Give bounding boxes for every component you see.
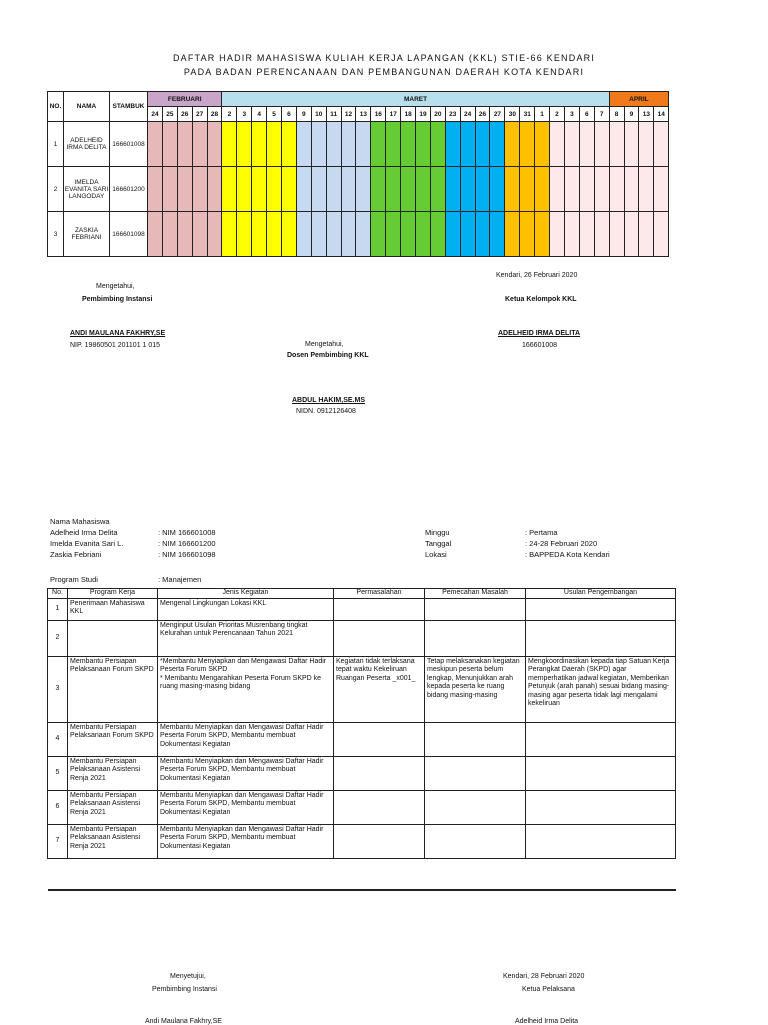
header-program-kerja: Program Kerja (68, 589, 158, 599)
attendance-cell[interactable] (356, 122, 371, 167)
signature-date-2: Kendari, 28 Februari 2020 (503, 973, 585, 980)
attendance-cell[interactable] (371, 167, 386, 212)
attendance-row (48, 122, 669, 167)
program-kerja-cell: Membantu Persiapan Pelaksanaan Forum SKPD (68, 722, 158, 756)
day-header: 3 (564, 107, 579, 122)
day-header: 13 (639, 107, 654, 122)
attendance-cell[interactable] (490, 212, 505, 257)
attendance-cell[interactable] (162, 212, 177, 257)
row-no: 7 (48, 824, 68, 858)
day-header: 18 (401, 107, 416, 122)
jenis-kegiatan-cell: Mengenal Lingkungan Lokasi KKL (158, 598, 334, 620)
pemecahan-cell (425, 620, 526, 656)
day-header: 24 (148, 107, 163, 122)
attendance-cell[interactable] (148, 167, 163, 212)
attendance-cell[interactable] (371, 212, 386, 257)
permasalahan-cell (334, 620, 425, 656)
attendance-cell[interactable] (207, 122, 222, 167)
jenis-kegiatan-cell: *Membantu Menyiapkan dan Mengawasi Daftar Hadir Peserta Forum SKPD * Membantu Mengarahkan Peserta Forum SKPD ke ruang masing-masing bidang (158, 656, 334, 722)
nama-mahasiswa-label: Nama Mahasiswa (50, 517, 110, 526)
usulan-cell (526, 722, 676, 756)
row-no: 3 (48, 212, 64, 257)
attendance-cell[interactable] (296, 212, 311, 257)
attendance-row (48, 212, 669, 257)
attendance-cell[interactable] (386, 167, 401, 212)
attendance-cell[interactable] (222, 167, 237, 212)
ketua-nim: 166601008 (522, 342, 558, 349)
attendance-cell[interactable] (252, 122, 267, 167)
permasalahan-cell: Kegiatan tidak terlaksana tepat waktu Kekeliruan Ruangan Peserta _x001_ (334, 656, 425, 722)
attendance-cell[interactable] (311, 212, 326, 257)
student-name: ADELHEID IRMA DELITA (64, 122, 110, 167)
day-header: 25 (162, 107, 177, 122)
attendance-cell[interactable] (326, 122, 341, 167)
attendance-cell[interactable] (326, 212, 341, 257)
day-header: 13 (356, 107, 371, 122)
attendance-cell[interactable] (430, 167, 445, 212)
student-name-2: Imelda Evanita Sari L. (50, 539, 124, 548)
mengetahui-center-label: Mengetahui, (305, 341, 344, 348)
attendance-cell[interactable] (341, 122, 356, 167)
day-header: 26 (177, 107, 192, 122)
attendance-cell[interactable] (445, 167, 460, 212)
attendance-cell[interactable] (252, 167, 267, 212)
day-header: 2 (550, 107, 565, 122)
attendance-cell[interactable] (311, 122, 326, 167)
student-nim-3: : NIM 166601098 (158, 550, 216, 559)
pembimbing-instansi-2: Pembimbing Instansi (152, 986, 217, 993)
row-no: 6 (48, 790, 68, 824)
program-row (48, 824, 676, 858)
dosen-pembimbing-label: Dosen Pembimbing KKL (287, 352, 369, 359)
attendance-cell[interactable] (490, 122, 505, 167)
attendance-cell[interactable] (177, 167, 192, 212)
attendance-cell[interactable] (416, 167, 431, 212)
pemecahan-cell (425, 824, 526, 858)
day-header: 17 (386, 107, 401, 122)
jenis-kegiatan-cell: Membantu Menyiapkan dan Mengawasi Daftar Hadir Peserta Forum SKPD, Membantu membuat Dokumentasi Kegiatan (158, 756, 334, 790)
day-header: 4 (252, 107, 267, 122)
program-kerja-cell (68, 620, 158, 656)
attendance-cell[interactable] (594, 122, 609, 167)
attendance-cell[interactable] (475, 167, 490, 212)
menyetujui-label: Menyetujui, (170, 973, 206, 980)
pembimbing-name: ANDI MAULANA FAKHRY,SE (70, 330, 166, 337)
permasalahan-cell (334, 598, 425, 620)
permasalahan-cell (334, 824, 425, 858)
attendance-cell[interactable] (282, 167, 297, 212)
attendance-cell[interactable] (550, 167, 565, 212)
student-name: IMELDA EVANITA SARI LANGODAY (64, 167, 110, 212)
student-stambuk: 166601008 (110, 122, 148, 167)
attendance-cell[interactable] (341, 212, 356, 257)
day-header: 6 (579, 107, 594, 122)
attendance-cell[interactable] (520, 122, 535, 167)
attendance-cell[interactable] (371, 122, 386, 167)
attendance-cell[interactable] (579, 167, 594, 212)
tanggal-label: Tanggal (425, 539, 452, 548)
jenis-kegiatan-cell: Membantu Menyiapkan dan Mengawasi Daftar Hadir Peserta Forum SKPD, Membantu membuat Dokumentasi Kegiatan (158, 824, 334, 858)
day-header: 28 (207, 107, 222, 122)
day-header: 8 (609, 107, 624, 122)
attendance-cell[interactable] (356, 212, 371, 257)
day-header: 27 (192, 107, 207, 122)
attendance-cell[interactable] (282, 122, 297, 167)
day-header: 9 (624, 107, 639, 122)
attendance-cell[interactable] (445, 122, 460, 167)
header-stambuk: STAMBUK (110, 92, 148, 122)
ketua-name: ADELHEID IRMA DELITA (498, 330, 581, 337)
attendance-cell[interactable] (460, 167, 475, 212)
attendance-cell[interactable] (341, 167, 356, 212)
ketua-kelompok-label: Ketua Kelompok KKL (505, 296, 577, 303)
attendance-cell[interactable] (267, 122, 282, 167)
attendance-cell[interactable] (177, 212, 192, 257)
attendance-cell[interactable] (207, 167, 222, 212)
attendance-table (47, 91, 669, 257)
pemecahan-cell (425, 790, 526, 824)
attendance-cell[interactable] (237, 122, 252, 167)
attendance-cell[interactable] (430, 212, 445, 257)
attendance-cell[interactable] (535, 212, 550, 257)
program-kerja-cell: Membantu Persiapan Pelaksanaan Asistensi Renja 2021 (68, 790, 158, 824)
day-header: 24 (460, 107, 475, 122)
attendance-cell[interactable] (535, 122, 550, 167)
mengetahui-label: Mengetahui, (96, 283, 135, 290)
attendance-cell[interactable] (252, 212, 267, 257)
table-footer-spacer (48, 858, 676, 890)
dosen-name: ABDUL HAKIM,SE.MS (292, 397, 365, 404)
attendance-cell[interactable] (505, 122, 520, 167)
student-name-1: Adelheid Irma Delita (50, 528, 118, 537)
attendance-cell[interactable] (609, 212, 624, 257)
month-header-april: APRIL (609, 92, 669, 107)
attendance-cell[interactable] (520, 212, 535, 257)
attendance-row (48, 167, 669, 212)
attendance-cell[interactable] (416, 212, 431, 257)
jenis-kegiatan-cell: Membantu Menyiapkan dan Mengawasi Daftar Hadir Peserta Forum SKPD, Membantu membuat Dokumentasi Kegiatan (158, 790, 334, 824)
header-permasalahan: Permasalahan (334, 589, 425, 599)
row-no: 1 (48, 122, 64, 167)
day-header: 5 (267, 107, 282, 122)
attendance-cell[interactable] (282, 212, 297, 257)
attendance-cell[interactable] (654, 167, 669, 212)
attendance-cell[interactable] (401, 167, 416, 212)
pembimbing-nip: NIP. 19860501 201101 1 015 (70, 342, 161, 349)
usulan-cell (526, 598, 676, 620)
day-header: 23 (445, 107, 460, 122)
pemecahan-cell (425, 722, 526, 756)
day-header: 1 (535, 107, 550, 122)
lokasi-label: Lokasi (425, 550, 447, 559)
student-stambuk: 166601098 (110, 212, 148, 257)
header-jenis-kegiatan: Jenis Kegiatan (158, 589, 334, 599)
permasalahan-cell (334, 722, 425, 756)
attendance-cell[interactable] (550, 212, 565, 257)
row-no: 1 (48, 598, 68, 620)
attendance-cell[interactable] (550, 122, 565, 167)
jenis-kegiatan-cell: Membantu Menyiapkan dan Mengawasi Daftar Hadir Peserta Forum SKPD, Membantu membuat Dokumentasi Kegiatan (158, 722, 334, 756)
usulan-cell (526, 824, 676, 858)
program-row (48, 722, 676, 756)
day-header: 31 (520, 107, 535, 122)
permasalahan-cell (334, 756, 425, 790)
minggu-label: Minggu (425, 528, 450, 537)
attendance-cell[interactable] (356, 167, 371, 212)
ketua-pelaksana-label: Ketua Pelaksana (522, 986, 575, 993)
day-header: 14 (654, 107, 669, 122)
usulan-cell (526, 790, 676, 824)
month-header-februari: FEBRUARI (148, 92, 222, 107)
program-kerja-cell: Membantu Persiapan Pelaksanaan Asistensi Renja 2021 (68, 756, 158, 790)
usulan-cell: Mengkoordinasikan kepada tiap Satuan Kerja Perangkat Daerah (SKPD) agar memperhatikan jadwal kegiatan, Memberikan Petunjuk (arah panah) sesuai bidang masing-masing agar peserta tidak lagi mengalami kekeliruan (526, 656, 676, 722)
pemecahan-cell: Tetap melaksanakan kegiatan meskipun peserta belum lengkap, Menunjukkan arah kepada peserta ke ruang bidang masing-masing (425, 656, 526, 722)
program-row (48, 620, 676, 656)
attendance-cell[interactable] (475, 212, 490, 257)
pembimbing-instansi-label: Pembimbing Instansi (82, 296, 153, 303)
attendance-cell[interactable] (296, 167, 311, 212)
attendance-cell[interactable] (267, 167, 282, 212)
row-no: 2 (48, 167, 64, 212)
attendance-cell[interactable] (624, 167, 639, 212)
day-header: 16 (371, 107, 386, 122)
attendance-cell[interactable] (475, 122, 490, 167)
attendance-cell[interactable] (460, 212, 475, 257)
month-header-maret: MARET (222, 92, 609, 107)
attendance-cell[interactable] (564, 212, 579, 257)
attendance-cell[interactable] (311, 167, 326, 212)
program-kerja-cell: Membantu Persiapan Pelaksanaan Asistensi Renja 2021 (68, 824, 158, 858)
day-header: 3 (237, 107, 252, 122)
attendance-cell[interactable] (162, 167, 177, 212)
header-nama: NAMA (64, 92, 110, 122)
attendance-cell[interactable] (162, 122, 177, 167)
attendance-cell[interactable] (564, 122, 579, 167)
student-name-3: Zaskia Febriani (50, 550, 102, 559)
program-row (48, 756, 676, 790)
attendance-cell[interactable] (148, 212, 163, 257)
attendance-cell[interactable] (386, 212, 401, 257)
attendance-cell[interactable] (490, 167, 505, 212)
minggu-value: : Pertama (525, 528, 558, 537)
usulan-cell (526, 620, 676, 656)
day-header: 19 (416, 107, 431, 122)
lokasi-value: : BAPPEDA Kota Kendari (525, 550, 610, 559)
attendance-cell[interactable] (505, 212, 520, 257)
attendance-cell[interactable] (237, 167, 252, 212)
attendance-cell[interactable] (222, 212, 237, 257)
student-stambuk: 166601200 (110, 167, 148, 212)
header-no: NO. (48, 92, 64, 122)
program-row (48, 598, 676, 620)
ketua-name-2: Adelheid Irma Delita (515, 1018, 579, 1025)
program-studi-value: : Manajemen (158, 575, 202, 584)
attendance-cell[interactable] (192, 122, 207, 167)
program-row (48, 656, 676, 722)
usulan-cell (526, 756, 676, 790)
permasalahan-cell (334, 790, 425, 824)
attendance-cell[interactable] (505, 167, 520, 212)
attendance-cell[interactable] (460, 122, 475, 167)
day-header: 20 (430, 107, 445, 122)
attendance-cell[interactable] (222, 122, 237, 167)
attendance-cell[interactable] (401, 122, 416, 167)
attendance-cell[interactable] (192, 212, 207, 257)
day-header: 26 (475, 107, 490, 122)
student-nim-1: : NIM 166601008 (158, 528, 216, 537)
attendance-cell[interactable] (445, 212, 460, 257)
attendance-cell[interactable] (535, 167, 550, 212)
row-no: 3 (48, 656, 68, 722)
attendance-cell[interactable] (579, 122, 594, 167)
header-usulan-pengembangan: Usulan Pengembangan (526, 589, 676, 599)
row-no: 2 (48, 620, 68, 656)
program-studi-label: Program Studi (50, 575, 98, 584)
program-kerja-cell: Penerimaan Mahasiswa KKL (68, 598, 158, 620)
pembimbing-name-2: Andi Maulana Fakhry,SE (145, 1018, 222, 1025)
attendance-cell[interactable] (639, 212, 654, 257)
row-no: 4 (48, 722, 68, 756)
day-header: 30 (505, 107, 520, 122)
attendance-cell[interactable] (624, 122, 639, 167)
attendance-cell[interactable] (639, 122, 654, 167)
attendance-cell[interactable] (654, 122, 669, 167)
jenis-kegiatan-cell: Menginput Usulan Prioritas Musrenbang tingkat Kelurahan untuk Perencanaan Tahun 2021 (158, 620, 334, 656)
attendance-cell[interactable] (177, 122, 192, 167)
program-kerja-table (47, 588, 676, 891)
student-name: ZASKIA FEBRIANI (64, 212, 110, 257)
document-title-line1: DAFTAR HADIR MAHASISWA KULIAH KERJA LAPANGAN (KKL) STIE-66 KENDARI (172, 53, 596, 63)
attendance-cell[interactable] (594, 167, 609, 212)
header-no: No. (48, 589, 68, 599)
attendance-cell[interactable] (430, 122, 445, 167)
attendance-cell[interactable] (639, 167, 654, 212)
attendance-cell[interactable] (401, 212, 416, 257)
attendance-cell[interactable] (267, 212, 282, 257)
attendance-cell[interactable] (192, 167, 207, 212)
attendance-cell[interactable] (386, 122, 401, 167)
header-pemecahan-masalah: Pemecahan Masalah (425, 589, 526, 599)
row-no: 5 (48, 756, 68, 790)
attendance-cell[interactable] (326, 167, 341, 212)
tanggal-value: : 24-28 Februari 2020 (525, 539, 598, 548)
attendance-cell[interactable] (609, 167, 624, 212)
day-header: 6 (282, 107, 297, 122)
day-header: 2 (222, 107, 237, 122)
attendance-cell[interactable] (579, 212, 594, 257)
day-header: 11 (326, 107, 341, 122)
attendance-cell[interactable] (296, 122, 311, 167)
footer-cell (48, 858, 676, 890)
attendance-cell[interactable] (416, 122, 431, 167)
program-kerja-cell: Membantu Persiapan Pelaksanaan Forum SKPD (68, 656, 158, 722)
attendance-cell[interactable] (594, 212, 609, 257)
student-nim-2: : NIM 166601200 (158, 539, 216, 548)
attendance-cell[interactable] (237, 212, 252, 257)
attendance-cell[interactable] (520, 167, 535, 212)
pemecahan-cell (425, 756, 526, 790)
attendance-cell[interactable] (207, 212, 222, 257)
document-title-line2: PADA BADAN PERENCANAAN DAN PEMBANGUNAN DAERAH KOTA KENDARI (183, 67, 585, 77)
signature-date: Kendari, 26 Februari 2020 (496, 272, 578, 279)
day-header: 9 (296, 107, 311, 122)
attendance-cell[interactable] (609, 122, 624, 167)
program-row (48, 790, 676, 824)
day-header: 7 (594, 107, 609, 122)
attendance-cell[interactable] (654, 212, 669, 257)
dosen-nidn: NIDN. 0912126408 (296, 408, 356, 415)
attendance-cell[interactable] (624, 212, 639, 257)
attendance-cell[interactable] (148, 122, 163, 167)
day-header: 10 (311, 107, 326, 122)
day-header: 27 (490, 107, 505, 122)
pemecahan-cell (425, 598, 526, 620)
day-header: 12 (341, 107, 356, 122)
attendance-cell[interactable] (564, 167, 579, 212)
